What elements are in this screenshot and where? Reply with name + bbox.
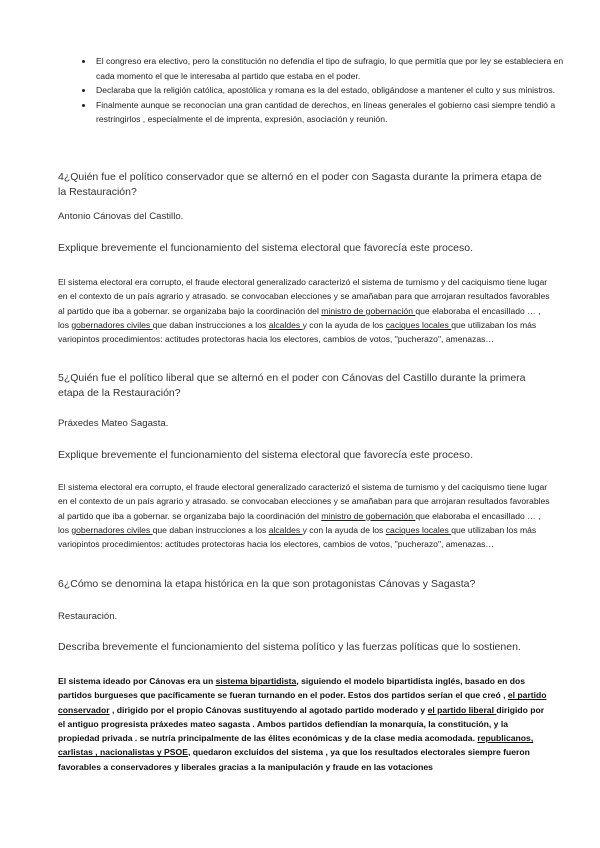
question-6: 6¿Cómo se denomina la etapa histórica en la que son protagonistas Cánovas y Sagasta?	[58, 578, 476, 590]
political-system-paragraph: El sistema ideado por Cánovas era un sistema bipartidista, siguiendo el modelo bipartidista inglés, basado en dos partidos burgueses que pacíficamente se fueran turnando en el poder. Estos dos partidos serían el que creó , el partido conservador , dirigido por el propio Cánovas sustituyendo al agotado partido moderado y el partido liberal dirigido por el antiguo progresista práxedes mateo sagasta . Ambos partidos defiendían la monarquía, la constitución, y la propiedad privada . se nutría principalmente de las élites económicas y de la clase media acomodada. republicanos, carlistas , nacionalistas y PSOE, quedaron excluidos del sistema , ya que los resultados electorales siempre fueron favorables a conservadores y liberales gracias a la manipulación y fraude en las votaciones	[58, 676, 547, 772]
link-alcaldes[interactable]: alcaldes	[268, 319, 303, 330]
link-excluded-parties[interactable]: republicanos, carlistas , nacionalistas y PSOE	[58, 733, 534, 758]
link-gobernadores-civiles[interactable]: gobernadores civiles	[71, 319, 153, 330]
bullet-item: • El congreso era electivo, pero la constitución no defendía el tipo de sufragio, lo que permitía que por ley se estableciera en cada momento el que le interesaba al partido que estaba en el poder.	[94, 54, 582, 83]
bullet-item: • Declaraba que la religión católica, apostólica y romana es la del estado, obligándose a mantener el culto y sus ministros.	[94, 83, 582, 98]
prompt-6: Describa brevemente el funcionamiento del sistema político y las fuerzas políticas que lo sostienen.	[58, 641, 521, 653]
link-caciques-locales[interactable]: caciques locales	[385, 524, 452, 535]
answer-4: Antonio Cánovas del Castillo.	[58, 211, 184, 222]
link-gobernadores-civiles[interactable]: gobernadores civiles	[71, 524, 153, 535]
bullet-item: • Finalmente aunque se reconocían una gran cantidad de derechos, en líneas generales el gobierno casi siempre tendió a restringirlos , especialmente el de imprenta, expresión, asociación y reunión.	[94, 98, 582, 127]
link-alcaldes[interactable]: alcaldes	[268, 524, 303, 535]
constitution-bullet-list	[60, 54, 582, 127]
answer-5: Práxedes Mateo Sagasta.	[58, 418, 169, 429]
link-partido-liberal[interactable]: el partido liberal	[427, 704, 497, 715]
link-ministro-gobernacion[interactable]: ministro de gobernación	[321, 305, 416, 316]
question-5: 5¿Quién fue el político liberal que se alternó en el poder con Cánovas del Castillo durante la primera etapa de la Restauración?	[58, 372, 526, 399]
electoral-system-paragraph-2: El sistema electoral era corrupto, el fraude electoral generalizado caracterizó el sistema de turnismo y del caciquismo tiene lugar en el contexto de un país agrario y atrasado. se convocaban elecciones y se amañaban para que arrojaran resultados favorables al partido que iba a gobernar. se organizaba bajo la coordinación del ministro de gobernación que elaboraba el encasillado … , los gobernadores civiles que daban instrucciones a los alcaldes y con la ayuda de los caciques locales que utilizaban los más variopintos procedimientos: actitudes protectoras hacia los electores, cambios de votos, "pucherazo", amenazas…	[58, 482, 550, 550]
question-4: 4¿Quién fue el político conservador que se alternó en el poder con Sagasta durante la primera etapa de la Restauración?	[58, 171, 542, 198]
link-sistema-bipartidista[interactable]: sistema bipartidista	[215, 676, 297, 686]
prompt-5: Explique brevemente el funcionamiento del sistema electoral que favorecía este proceso.	[58, 449, 473, 461]
prompt-4: Explique brevemente el funcionamiento del sistema electoral que favorecía este proceso.	[58, 242, 473, 254]
link-caciques-locales[interactable]: caciques locales	[385, 319, 452, 330]
electoral-system-paragraph-1: El sistema electoral era corrupto, el fraude electoral generalizado caracterizó el sistema de turnismo y del caciquismo tiene lugar en el contexto de un país agrario y atrasado. se convocaban elecciones y se amañaban para que arrojaran resultados favorables al partido que iba a gobernar. se organizaba bajo la coordinación del ministro de gobernación que elaboraba el encasillado … , los gobernadores civiles que daban instrucciones a los alcaldes y con la ayuda de los caciques locales que utilizaban los más variopintos procedimientos: actitudes protectoras hacia los electores, cambios de votos, "pucherazo", amenazas…	[58, 277, 550, 345]
link-partido-conservador[interactable]: el partido conservador	[58, 690, 547, 715]
answer-6: Restauración.	[58, 611, 118, 622]
link-ministro-gobernacion[interactable]: ministro de gobernación	[321, 510, 416, 521]
